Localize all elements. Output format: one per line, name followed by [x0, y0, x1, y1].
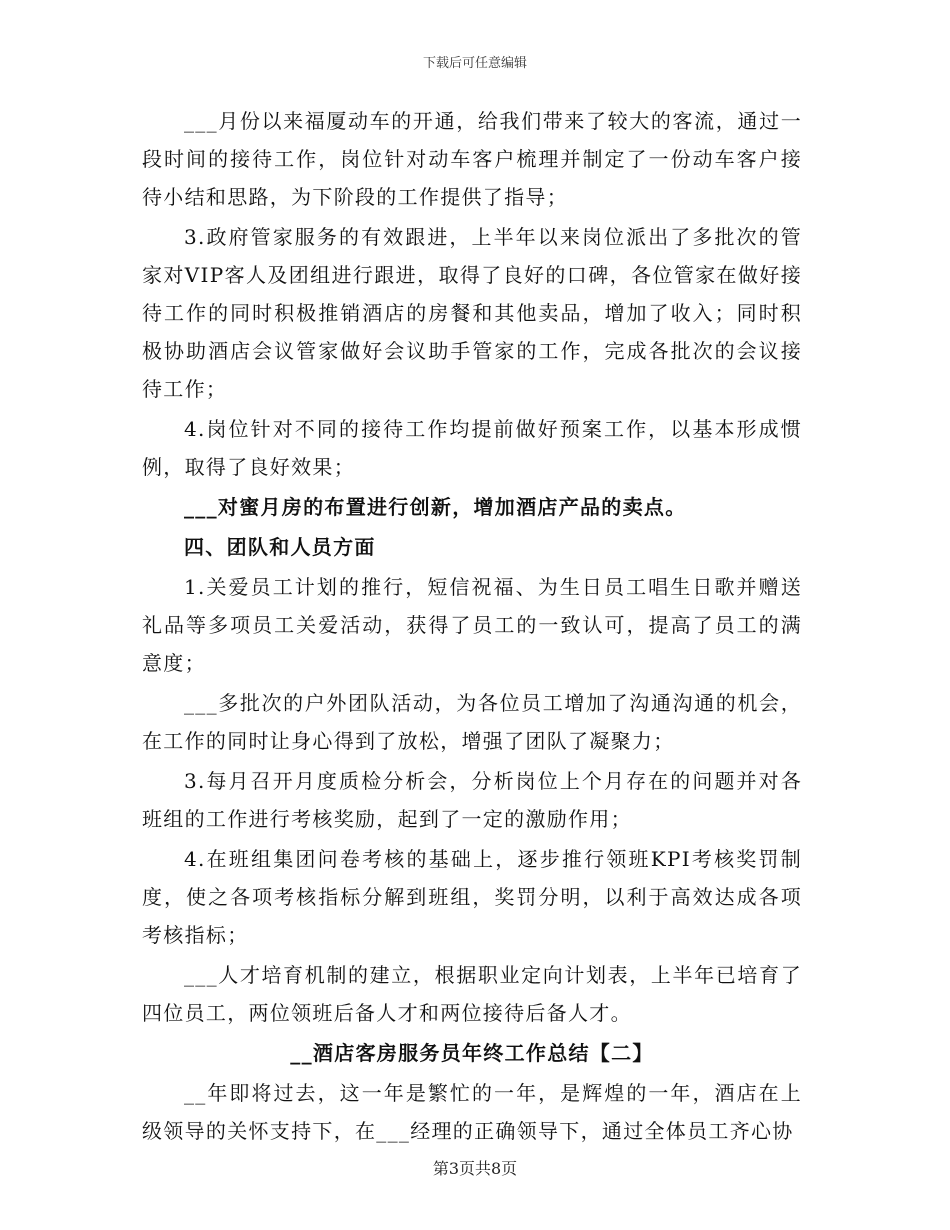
page-header: 下载后可任意编辑	[422, 56, 527, 71]
paragraph-quality-meeting: 3.每月召开月度质检分析会，分析岗位上个月存在的问题并对各班组的工作进行考核奖励，起到了一定的激励作用；	[142, 769, 802, 831]
paragraph-government-butler: 3.政府管家服务的有效跟进，上半年以来岗位派出了多批次的管家对VIP客人及团组进行跟进，取得了良好的口碑，各位管家在做好接待工作的同时积极推销酒店的房餐和其他卖品，增加了收入；同时积极协助酒店会议管家做好会议助手管家的工作，完成各批次的会议接待工作；	[142, 225, 802, 401]
paragraph-employee-care: 1.关爱员工计划的推行，短信祝福、为生日员工唱生日歌并赠送礼品等多项员工关爱活动，获得了员工的一致认可，提高了员工的满意度；	[142, 575, 802, 675]
document-section-title: __酒店客房服务员年终工作总结【二】	[290, 1041, 654, 1065]
paragraph-dongche: ___月份以来福厦动车的开通，给我们带来了较大的客流，通过一段时间的接待工作，岗位针对动车客户梳理并制定了一份动车客户接待小结和思路，为下阶段的工作提供了指导；	[142, 109, 802, 209]
paragraph-talent-cultivation: ___人才培育机制的建立，根据职业定向计划表，上半年已培育了四位员工，两位领班后备人才和两位接待后备人才。	[142, 963, 802, 1025]
paragraph-reception-plan: 4.岗位针对不同的接待工作均提前做好预案工作，以基本形成惯例，取得了良好效果；	[142, 417, 802, 479]
paragraph-year-summary: __年即将过去，这一年是繁忙的一年，是辉煌的一年，酒店在上级领导的关怀支持下，在___经理的正确领导下，通过全体员工齐心协	[142, 1081, 802, 1143]
document-body	[142, 102, 802, 1150]
paragraph-outdoor-activities: ___多批次的户外团队活动，为各位员工增加了沟通沟通的机会，在工作的同时让身心得到了放松，增强了团队了凝聚力；	[142, 691, 802, 753]
paragraph-kpi: 4.在班组集团问卷考核的基础上，逐步推行领班KPI考核奖罚制度，使之各项考核指标分解到班组，奖罚分明，以利于高效达成各项考核指标；	[142, 847, 802, 947]
section-heading-team: 四、团队和人员方面	[184, 535, 376, 559]
page-footer: 第3页共8页	[432, 1159, 518, 1178]
paragraph-honeymoon-room: ___对蜜月房的布置进行创新，增加酒店产品的卖点。	[184, 495, 687, 519]
